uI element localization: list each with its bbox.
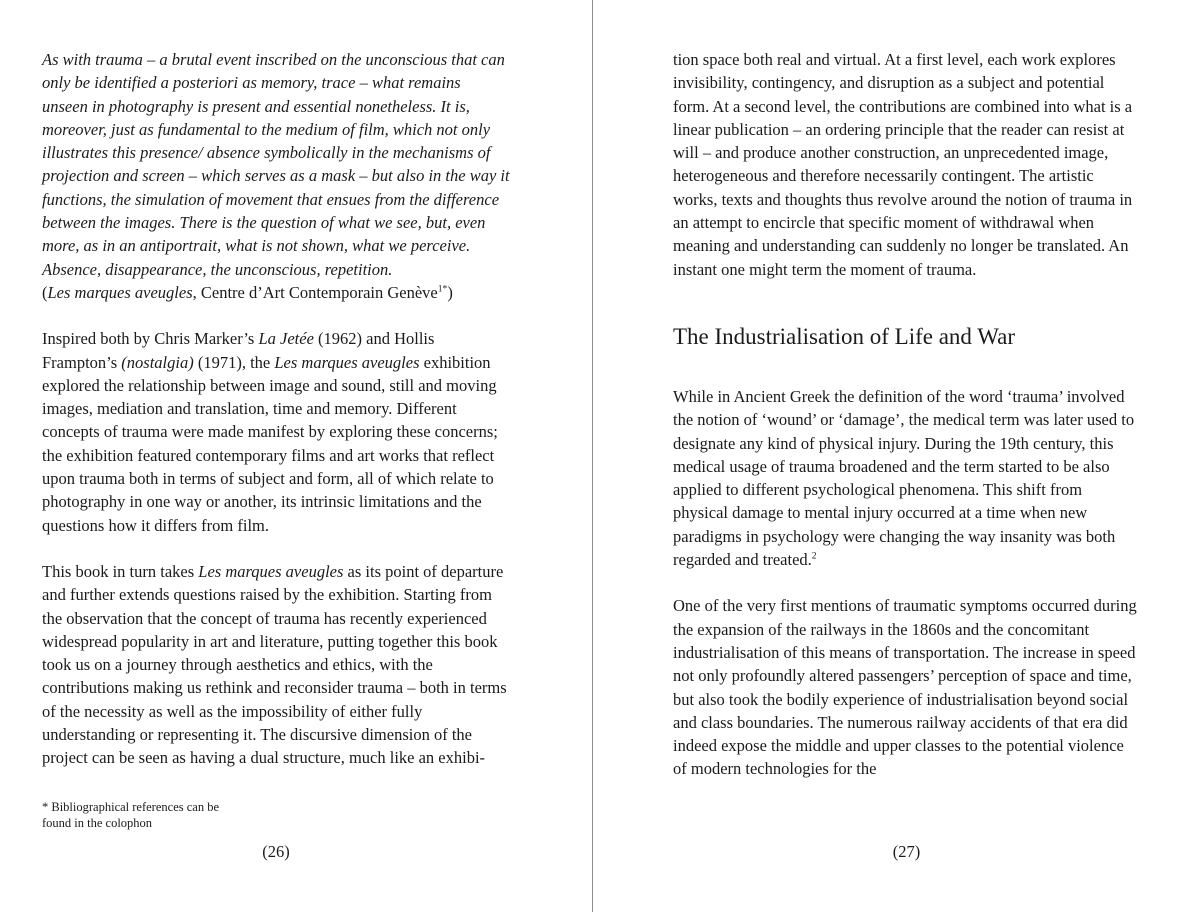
page-number-left: (26) (262, 842, 290, 861)
paragraph-railways: One of the very first mentions of traumatic symptoms occurred during the expansion of the railways in the 1860s and the concomitant industrialisation of this means of transportation. The increase in speed not only profoundly altered passengers’ perception of space and time, but also took the bodily experience of industrialisation beyond social and class boundaries. The numerous railway accidents of that era did indeed expose the middle and upper classes to the potential violence of modern technologies for the (673, 596, 1137, 779)
section-heading: The Industrialisation of Life and War (673, 323, 1015, 349)
epigraph-citation: (Les marques aveugles, Centre d’Art Contemporain Genève$^{1*}$) (42, 282, 453, 302)
paragraph-ancient-greek: While in Ancient Greek the definition of the word ‘trauma’ involved the notion of ‘wound’ or ‘damage’, the medical term was later used to designate any kind of physical injury. During the 19th century, this medical usage of trauma broadened and the term started to be also applied to different psychological phenomena. This shift from physical damage to mental injury occurred at a time when new paradigms in psychology were changing the way insanity was both regarded and treated.$^2$ (673, 386, 1135, 570)
paragraph-inspired-by: Inspired both by Chris Marker’s La Jetée (1962) and Hollis Frampton’s (nostalgia) (1971), the Les marques aveugles exhibition explored the relationship between image and sound, still and moving images, mediation and translation, time and memory. Different concepts of trauma were made manifest by exploring these concerns; the exhibition featured contemporary films and art works that reflect upon trauma both in terms of subject and form, all of which relate to photography in one way or another, its intrinsic limitations and the questions how it differs from film. (42, 329, 498, 535)
right-page (593, 0, 1185, 914)
left-page (0, 0, 592, 914)
footnote: * Bibliographical references can be found in the colophon (42, 800, 219, 830)
paragraph-this-book: This book in turn takes Les marques aveugles as its point of departure and further extends questions raised by the exhibition. Starting from the observation that the concept of trauma has recently experienced widespread popularity in art and literature, putting together this book took us on a journey through aesthetics and ethics, with the contributions making us rethink and reconsider trauma – both in terms of the necessity as well as the impossibility of either fully understanding or representing it. The discursive dimension of the project can be seen as having a dual structure, much like an exhibi- (42, 561, 507, 768)
page-number-right: (27) (892, 842, 921, 861)
paragraph-continuation: tion space both real and virtual. At a first level, each work explores invisibility, contingency, and disruption as a subject and potential form. At a second level, the contributions are combined into what is a linear publication – an ordering principle that the reader can resist at will – and produce another construction, an unprecedented image, heterogeneous and therefore necessarily contingent. The artistic works, texts and thoughts thus revolve around the notion of trauma in an attempt to encircle that specific moment of withdrawal when meaning and understanding can suddenly no longer be translated. An instant one might term the moment of trauma. (673, 50, 1133, 279)
epigraph-quote: As with trauma – a brutal event inscribed on the unconscious that can only be identified a posteriori as memory, trace – what remains unseen in photography is present and essential nonetheless. It is, moreover, just as fundamental to the medium of film, which not only illustrates this presence/ absence symbolically in the mechanisms of projection and screen – which serves as a mask – but also in the way it functions, the simulation of movement that ensues from the difference between the images. There is the question of what we see, but, even more, as in an antiportrait, what is not shown, what we perceive. Absence, disappearance, the unconscious, repetition. (42, 50, 510, 279)
